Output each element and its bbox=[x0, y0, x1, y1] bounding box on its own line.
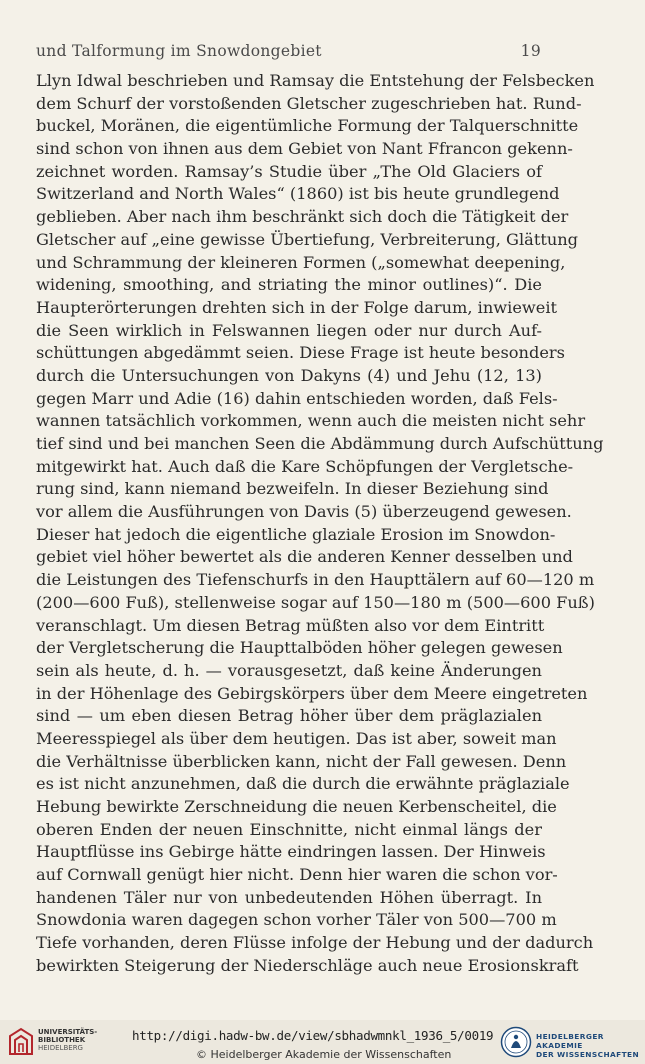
haw-name-line-2: DER WISSENSCHAFTEN bbox=[536, 1050, 640, 1059]
text-line: sind — um eben diesen Betrag höher über dem präglazialen bbox=[36, 706, 542, 726]
text-line: (200—600 Fuß), stellenweise sogar auf 150—180 m (500—600 Fuß) bbox=[36, 592, 595, 612]
text-line: durch die Untersuchungen von Dakyns (4) und Jehu (12, 13) bbox=[36, 365, 542, 385]
text-line: auf Cornwall genügt hier nicht. Denn hier waren die schon vor- bbox=[36, 865, 558, 885]
footer-bar bbox=[0, 1020, 645, 1064]
permalink-url[interactable]: http://digi.hadw-bw.de/view/sbhadwmnkl_1936_5/0019 bbox=[132, 1028, 494, 1043]
text-line: oberen Enden der neuen Einschnitte, nicht einmal längs der bbox=[36, 819, 542, 839]
text-line: rung sind, kann niemand bezweifeln. In dieser Beziehung sind bbox=[36, 479, 549, 499]
text-line: die Verhältnisse überblicken kann, nicht der Fall gewesen. Denn bbox=[36, 751, 567, 771]
text-line: veranschlagt. Um diesen Betrag müßten also vor dem Eintritt bbox=[36, 615, 545, 635]
text-line: schüttungen abgedämmt seien. Diese Frage ist heute besonders bbox=[36, 343, 565, 363]
text-line: es ist nicht anzunehmen, daß die durch die erwähnte präglaziale bbox=[36, 774, 570, 794]
body-text bbox=[36, 70, 604, 978]
running-head-title: und Talformung im Snowdongebiet bbox=[36, 42, 322, 60]
haw-name-line-1: HEIDELBERGER AKADEMIE bbox=[536, 1032, 604, 1050]
text-line: Llyn Idwal beschrieben und Ramsay die Entstehung der Felsbecken bbox=[36, 71, 595, 90]
text-line: sind schon von ihnen aus dem Gebiet von Nant Ffrancon gekenn- bbox=[36, 139, 573, 159]
text-line: Switzerland and North Wales“ (1860) ist bis heute grundlegend bbox=[36, 184, 560, 204]
ub-heidelberg-logo-icon[interactable] bbox=[6, 1026, 36, 1058]
text-line: mitgewirkt hat. Auch daß die Kare Schöpfungen der Vergletsche- bbox=[36, 456, 574, 476]
text-line: sein als heute, d. h. — vorausgesetzt, daß keine Änderungen bbox=[36, 660, 542, 680]
text-line: tief sind und bei manchen Seen die Abdämmung durch Aufschüttung bbox=[36, 434, 604, 453]
text-line: handenen Täler nur von unbedeutenden Höhen überragt. In bbox=[36, 887, 542, 907]
running-head bbox=[36, 42, 541, 62]
ub-name-line-3: HEIDELBERG bbox=[38, 1044, 83, 1052]
haw-academy-seal-icon[interactable] bbox=[500, 1026, 532, 1058]
text-line: die Seen wirklich in Felswannen liegen oder nur durch Auf- bbox=[36, 320, 542, 340]
ub-name-line-2: BIBLIOTHEK bbox=[38, 1036, 86, 1044]
text-line: buckel, Moränen, die eigentümliche Formung der Talquerschnitte bbox=[36, 116, 579, 136]
text-line: vor allem die Ausführungen von Davis (5) überzeugend gewesen. bbox=[36, 502, 572, 522]
text-line: Gletscher auf „eine gewisse Übertiefung, Verbreiterung, Glättung bbox=[36, 229, 579, 249]
text-line: Hauptflüsse ins Gebirge hätte eindringen lassen. Der Hinweis bbox=[36, 842, 546, 862]
text-line: zeichnet worden. Ramsay’s Studie über „The Old Glaciers of bbox=[36, 161, 542, 181]
text-line: Dieser hat jedoch die eigentliche glaziale Erosion im Snowdon- bbox=[36, 524, 556, 544]
copyright-notice: © Heidelberger Akademie der Wissenschaften bbox=[196, 1048, 452, 1061]
text-line: Meeresspiegel als über dem heutigen. Das ist aber, soweit man bbox=[36, 728, 557, 748]
text-line: Snowdonia waren dagegen schon vorher Täler von 500—700 m bbox=[36, 910, 557, 930]
text-line: wannen tatsächlich vorkommen, wenn auch die meisten nicht sehr bbox=[36, 411, 586, 431]
text-line: die Leistungen des Tiefenschurfs in den Haupttälern auf 60—120 m bbox=[36, 570, 595, 590]
text-line: und Schrammung der kleineren Formen („somewhat deepening, bbox=[36, 252, 566, 272]
haw-academy-name bbox=[536, 1032, 645, 1059]
page-number: 19 bbox=[520, 42, 541, 60]
text-line: geblieben. Aber nach ihm beschränkt sich doch die Tätigkeit der bbox=[36, 207, 569, 227]
ub-heidelberg-name bbox=[38, 1028, 97, 1052]
text-line: gegen Marr und Adie (16) dahin entschieden worden, daß Fels- bbox=[36, 388, 558, 408]
text-line: Tiefe vorhanden, deren Flüsse infolge der Hebung und der dadurch bbox=[36, 933, 594, 953]
ub-name-line-1: UNIVERSITÄTS- bbox=[38, 1028, 98, 1036]
text-line: der Vergletscherung die Haupttalböden höher gelegen gewesen bbox=[36, 638, 563, 658]
text-line: Hebung bewirkte Zerschneidung die neuen Kerbenscheitel, die bbox=[36, 797, 557, 816]
text-line: in der Höhenlage des Gebirgskörpers über dem Meere eingetreten bbox=[36, 683, 588, 703]
text-line: gebiet viel höher bewertet als die anderen Kenner desselben und bbox=[36, 547, 573, 567]
text-line: dem Schurf der vorstoßenden Gletscher zugeschrieben hat. Rund- bbox=[36, 93, 582, 113]
text-line: Haupterörterungen drehten sich in der Folge darum, inwieweit bbox=[36, 297, 558, 317]
text-line: widening, smoothing, and striating the minor outlines)“. Die bbox=[36, 275, 542, 295]
text-line: bewirkten Steigerung der Niederschläge auch neue Erosionskraft bbox=[36, 955, 579, 975]
